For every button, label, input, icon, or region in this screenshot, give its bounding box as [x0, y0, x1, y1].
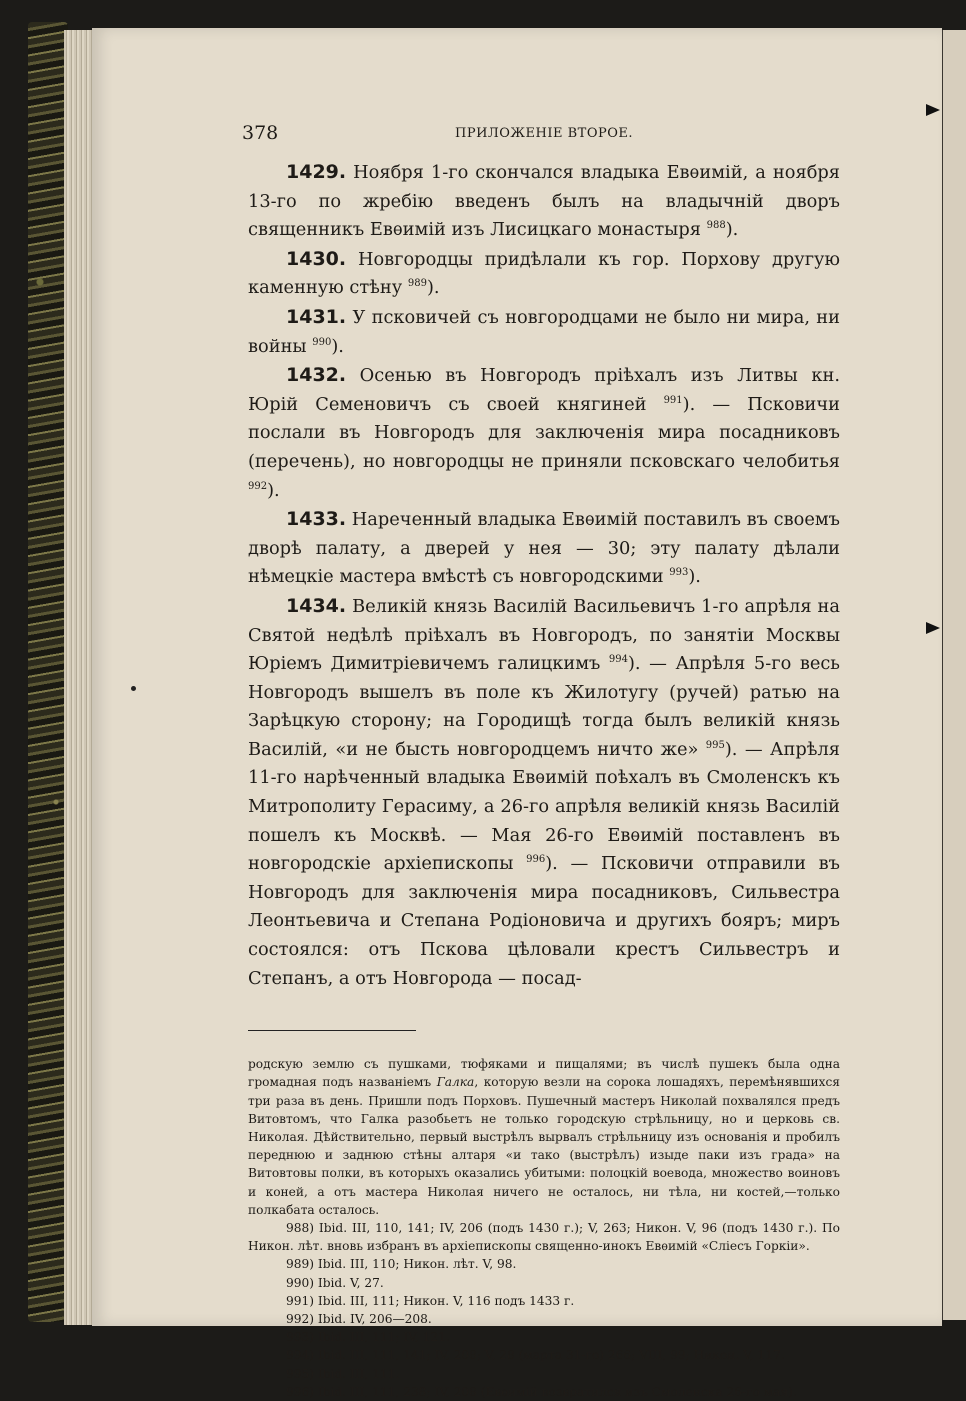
footnote: 991) Ibid. III, 111; Никон. V, 116 подъ 1433 г.: [286, 1293, 575, 1308]
entry-text: Осенью въ Новгородъ пріѣхалъ изъ Литвы кн. Юрій Семеновичъ съ своей княгиней: [248, 365, 841, 415]
entry-text: ).: [426, 277, 440, 299]
footnote-ref: 995: [705, 739, 725, 751]
footnote: 992) Ibid. IV, 206—208.: [286, 1312, 432, 1327]
footnote-divider: [248, 1030, 416, 1031]
footnote-ref: 990: [312, 336, 332, 348]
chronicle-entry: [248, 303, 840, 361]
entry-year: 1432.: [286, 364, 347, 387]
entry-text: Ноября 1-го скончался владыка Евѳимій, а ноября 13-го по жребію введенъ былъ на владычній дворъ священникъ Евѳимій изъ Лисицкаго монастыря: [248, 162, 841, 241]
footnote: 996) Ibid. III, 111, 238; IV, 208 (Евѳимій возвратился изъ Смоленска 26-го мая).: [286, 1384, 797, 1399]
footnote-italic-text: Галка: [436, 1075, 475, 1090]
facing-page-edge: [942, 30, 966, 1320]
entry-text: У псковичей съ новгородцами не было ни мира, ни войны: [248, 306, 840, 357]
marbled-cover-edge: [28, 22, 68, 1322]
entry-text: Великій князь Василій Васильевичъ 1-го апрѣля на Святой недѣлѣ пріѣхалъ въ Новгородъ, по занятіи Москвы Юріемъ Димитріевичемъ галицкимъ: [248, 595, 840, 675]
footnote: 994) Ibid. III, 111, 141; IV, 208; V, 28 (марта 31-го) 266; VIII, 99; Никон. V, 117.: [286, 1348, 785, 1363]
entry-year: 1430.: [286, 247, 347, 270]
chronicle-entry: [248, 592, 840, 993]
entry-year: 1433.: [286, 508, 347, 531]
entry-text: Нареченный владыка Евѳимій поставилъ въ своемъ дворѣ палату, а дверей у нея — 30; эту палату дѣлали нѣмецкіе мастера вмѣстѣ съ новгородскими: [248, 509, 840, 588]
footnote: 989) Ibid. III, 110; Никон. лѣт. V, 98.: [286, 1257, 517, 1272]
entry-text: ). — Псковичи послали въ Новгородъ для заключенія мира посадниковъ (перечень), но новгородцы не приняли псковскаго челобитья: [248, 393, 840, 472]
footnote-text: , которую везли на сорока лошадяхъ, перемѣнявшихся три раза въ день. Пришли подъ Порховъ. Пушечный мастеръ Николай похвалялся предъ Витовтомъ, что Галка разобьетъ не только городскую стрѣльницу, но и церковь св. Николая. Дѣйствительно, первый выстрѣлъ вырвалъ стрѣльницу изъ основанія и пробилъ переднюю и заднюю стѣны алтаря «и тако (выстрѣлъ) изыде паки изъ града» на Витовтовы полки, въ которыхъ оказались убитыми: полоцкій воевода, множество воиновъ и коней, а отъ мастера Николая ничего не осталось, ни тѣла, ни костей,—только полкабата осталось.: [248, 1075, 840, 1217]
footnote-ref: 989: [407, 278, 427, 290]
page-number: 378: [242, 122, 279, 144]
running-head: [242, 122, 840, 158]
footnote-text: родскую землю съ пушками, тюфяками и пищалями; въ числѣ пушекъ была одна громадная подъ названіемъ: [248, 1057, 840, 1090]
entry-text: ). — Апрѣля 5-го весь Новгородъ вышелъ въ поле къ Жилотугу (ручей) ратью на Зарѣцкую сторону; на Городищѣ тогда былъ великій князь Василій, «и не бысть новгородцемъ ничто же»: [248, 653, 840, 760]
entry-text: ). — Псковичи отправили въ Новгородъ для заключенія мира посадниковъ, Сильвестра Леонтьевича и Степана Родіоновича и другихъ бояръ; миръ состоялся: отъ Пскова цѣловали крестъ Сильвестръ и Степанъ, а отъ Новгорода — посад-: [248, 853, 840, 989]
footnote-ref: 993: [669, 567, 689, 579]
entry-text: ).: [688, 566, 701, 588]
footnote-ref: 991: [663, 394, 683, 406]
running-title: ПРИЛОЖЕНІЕ ВТОРОЕ.: [454, 126, 634, 141]
footnote-ref: 994: [608, 654, 628, 666]
footnote: 993) Ibid. III, 111; IV, 121.: [286, 1330, 450, 1345]
footnote: 990) Ibid. V, 27.: [286, 1275, 384, 1290]
bookmark-tab-marker: [926, 104, 940, 116]
footnote: 988) Ibid. III, 110, 141; IV, 206 (подъ 1430 г.); V, 263; Никон. V, 96 (подъ 1430 г.). По Никон. лѣт. вновь избранъ въ архіепископы священно-инокъ Евѳимій «Сліесъ Горкіи».: [248, 1221, 840, 1254]
entry-text: Новгородцы придѣлали къ гор. Порхову другую каменную стѣну: [248, 248, 841, 299]
chronicle-entry: [248, 158, 840, 245]
entry-year: 1431.: [286, 305, 347, 328]
entry-text: ).: [725, 219, 739, 241]
page-content: [242, 122, 841, 1401]
main-text: [248, 158, 840, 993]
entry-text: ).: [267, 479, 280, 501]
chronicle-entry: [248, 505, 840, 592]
entry-text: ).: [331, 335, 344, 357]
bookmark-tab-marker: [926, 622, 940, 634]
entry-year: 1429.: [286, 161, 347, 183]
footnote-continuation: [248, 1055, 840, 1219]
chronicle-entry: [248, 361, 840, 505]
entry-text: ). — Апрѣля 11-го нарѣченный владыка Евѳимій поѣхалъ въ Смоленскъ къ Митрополиту Герасиму, а 26-го апрѣля великій князь Василій пошелъ къ Москвѣ. — Мая 26-го Евѳимій поставленъ въ новгородскіе архіепископы: [248, 738, 840, 875]
footnote-ref: 988: [706, 220, 726, 232]
footnote: 995) Ibid. III, 111.: [286, 1366, 400, 1381]
footnote-ref: 996: [526, 854, 546, 866]
chronicle-entry: [248, 245, 840, 303]
entry-year: 1434.: [286, 594, 347, 617]
footnote-ref: 992: [248, 480, 268, 492]
paper-speck: [131, 686, 136, 691]
footnotes-section: [248, 1055, 840, 1401]
